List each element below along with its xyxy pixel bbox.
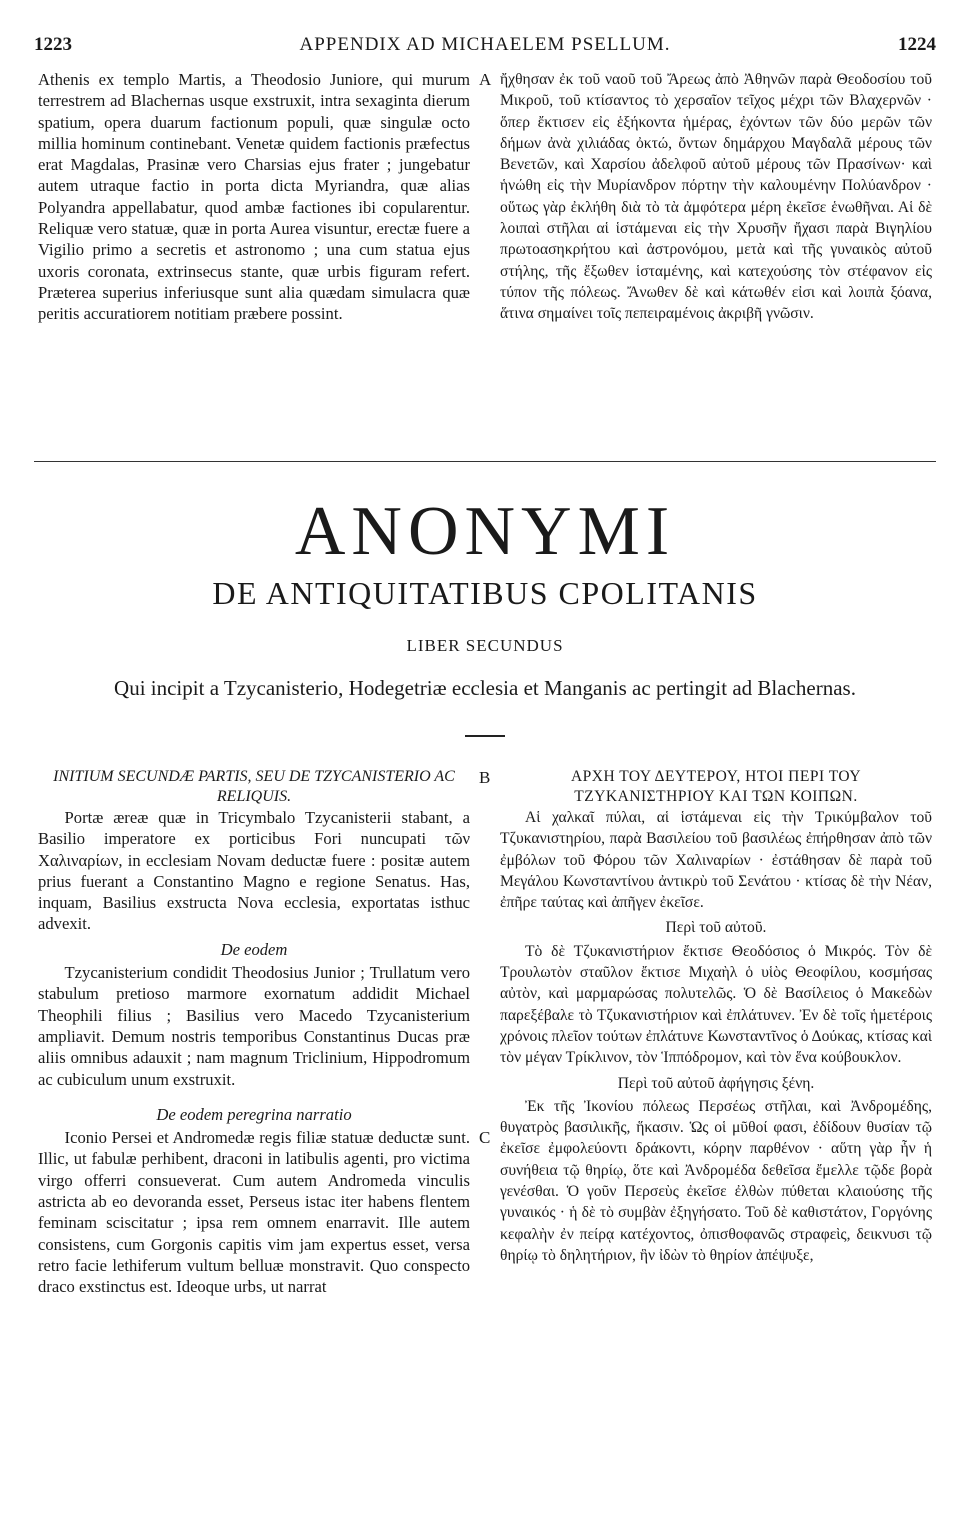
greek-paragraph-1: Αἱ χαλκαῖ πύλαι, αἱ ἱστάμεναι εἰς τὴν Τρικύμβαλον τοῦ Τζυκανιστηρίου, παρὰ Βασιλείου τοῦ βασιλέως ἐπήρθησαν ἀπὸ τῶν ἐμβόλων τοῦ Φόρου τῶν Χαλιναρίων · ἐστάθησαν δὲ παρὰ τοῦ Μεγάλου Κωνσταντίνου ἀντικρὺ τοῦ Σενάτου · κτίσας δὲ τὴν Νέαν, ἐπῆρε ταύτας καὶ ἀπῆγεν ἐκεῖσε.: [500, 809, 932, 912]
top-greek-text: ἤχθησαν ἐκ τοῦ ναοῦ τοῦ Ἄρεως ἀπὸ Ἀθηνῶν παρὰ Θεοδοσίου τοῦ Μικροῦ, τοῦ κτίσαντος τὸ χερσαῖον τεῖχος μέχρι τῶν Βλαχερνῶν · ὅπερ ἔκτισεν εἰς ἑξήκοντα ἡμέρας, ἐχόντων τῶν δύο μερῶν τῶν δήμων ἀνὰ χιλιάδας ὀκτώ, ὄντων δημάρχου Μαγδαλᾶ μέρους τῶν Βενετῶν, καὶ Χαρσίου ἀδελφοῦ αὐτοῦ μέρους τῶν Πρασίνων· καὶ ἡνώθη εἰς τὴν Μυρίανδρον πόρτην τὴν καλουμένην Πολύανδρον · οὕτως γὰρ ἐκλήθη διὰ τὸ τὰ ἀμφότερα μέρη ἐκεῖσε ἑνωθῆναι. Αἱ δὲ λοιπαὶ στῆλαι αἱ ἱστάμεναι εἰς τὴν Χρυσῆν ἤχασι παρὰ Βιγηλίου πρωτοασηκρήτου καὶ ἀστρονόμου, μετὰ καὶ τῆς γυναικὸς αὐτοῦ στήλης, τῆς ἔξωθεν ἱσταμένης, καὶ κατεχούσης τὸν στέφανον εἰς τύπον τῆς πόλεως. Ἄνωθεν δὲ καὶ κάτωθέν εἰσι καὶ λοιπὰ ξόανα, ἅτινα σημαίνει τοῖς πεπειραμένοις ἀκριβῆ γνῶσιν.: [500, 71, 932, 323]
page-number-right: 1224: [898, 34, 936, 55]
latin-section-heading: INITIUM SECUNDÆ PARTIS, SEU DE TZYCANISTERIO AC RELIQUIS.: [53, 768, 455, 805]
latin-paragraph-3: Iconio Persei et Andromedæ regis filiæ statuæ deductæ sunt. Illic, ut fabulæ perhibent, draconi in latibulis agenti, pro victima virgo offerri consueverat. Cum autem Andromeda vinculis astricta ab eo devoranda esset, Perseus istac iter habens flentem feminam sciscitatur ; ipsa rem omnem enarravit. Ille autem consistens, cum Gorgonis capitis vim jam expertus esset, versa retro facie lethiferum vultum belluæ monstravit. Quo conspecto draco exstinctus est. Ideoque urbs, ut narrat: [38, 1128, 470, 1297]
running-title: APPENDIX AD MICHAELEM PSELLUM.: [299, 34, 671, 55]
latin-paragraph-2: Tzycanisterium condidit Theodosius Junior ; Trullatum vero stabulum pretioso marmore exornatum addidit Michael Theophili filius ; Basilius vero Macedo Tzycanisterium ampliavit. Demum nostris temporibus Constantinus Ducas præ aliis omnibus adauxit ; nam magnum Triclinium, Hippodromum ac cubiculum unum exstruxit.: [38, 963, 470, 1089]
section-rule: [34, 461, 936, 462]
latin-subheading-2: De eodem: [220, 939, 288, 959]
work-title: ANONYMI: [294, 493, 676, 570]
book-label: LIBER SECUNDUS: [406, 636, 564, 655]
column-marker-a: A: [479, 70, 492, 89]
work-subtitle: DE ANTIQUITATIBUS CPOLITANIS: [212, 575, 758, 611]
latin-paragraph-1: Portæ æreæ quæ in Tricymbalo Tzycanisterii stabant, a Basilio imperatore ex porticibus Fori nuncupati τῶν Χαλιναρίων, in ecclesiam Novam deductæ fuere : positæ autem prius fuerant a Constantino Magno e regione Senatus. Has, inquam, Basilius exstructa Nova ecclesia, exportatas isthuc advexit.: [38, 808, 470, 934]
latin-subheading-3: De eodem peregrina narratio: [156, 1104, 352, 1124]
column-marker-b: B: [479, 768, 491, 787]
top-latin-column: [38, 69, 470, 325]
short-divider: [465, 735, 505, 737]
top-greek-column: [500, 69, 932, 325]
top-latin-text: Athenis ex templo Martis, a Theodosio Juniore, qui murum terrestrem ad Blachernas usque exstruxit, intra sexaginta dierum spatium, opera duarum factionum populi, quæ singulæ octo millia hominum continebant. Venetæ quidem factionis præfectus erat Magdalas, Prasinæ vero Charsias ejus frater ; jungebatur autem utraque factio in porta dicta Myriandra, quæ alias Polyandra appellabatur, quod ambæ factiones ibi copularentur. Reliquæ vero statuæ, quæ in porta Aurea visuntur, erectæ fuere a Vigilio primo a secretis et astronomo ; una cum statua ejus uxoris coronata, extrinsecus stante, quæ urbis figuram refert. Præterea superius inferiusque sunt alia quædam simulacra quæ peritis accuratiorem notitiam præbere possint.: [38, 70, 470, 324]
bottom-latin-column: [38, 767, 470, 1298]
greek-paragraph-2: Τὸ δὲ Τζυκανιστήριον ἔκτισε Θεοδόσιος ὁ Μικρός. Τὸν δὲ Τρουλωτὸν σταῦλον ἔκτισε Μιχαὴλ ὁ υἱὸς Θεοφίλου, κοσμήσας αὐτὸν, καὶ μαρμαρώσας πολυτελῶς. Ὁ δὲ Βασίλειος ὁ Μακεδὼν παρεξέβαλε τὸ Τζυκανιστήριον καὶ ἐπλάτυνεν. Ἐν δὲ τοῖς ἡμετέροις χρόνοις πλεῖον τούτων ἐπλάτυνε Κωνσταντῖνος ὁ Δούκας, κτίσας καὶ τὸν μέγαν Τρίκλινον, τὸν Ἱππόδρομον, καὶ τὸν ἕνα κούβουκλον.: [500, 942, 933, 1067]
running-header: [34, 34, 936, 62]
greek-subheading-3: Περὶ τοῦ αὐτοῦ ἀφήγησις ξένη.: [617, 1074, 815, 1092]
greek-section-heading: ΑΡΧΗ ΤΟΥ ΔΕΥΤΕΡΟΥ, ΗΤΟΙ ΠΕΡΙ ΤΟΥ ΤΖΥΚΑΝΙΣΤΗΡΙΟΥ ΚΑΙ ΤΩΝ ΚΟΙΠΩΝ.: [570, 768, 862, 805]
incipit-line: Qui incipit a Tzycanisterio, Hodegetriæ ecclesia et Manganis ac pertingit ad Blachernas.: [114, 676, 856, 700]
greek-paragraph-3: Ἐκ τῆς Ἰκονίου πόλεως Περσέως στῆλαι, καὶ Ἀνδρομέδης, θυγατρὸς βασιλικῆς, ἥκασιν. Ὡς οἱ μῦθοί φασι, ἐδίδουν θυσίαν τῷ ἐκεῖσε ἐμφολεύοντι δράκοντι, κόρην παρθένον · αὕτη γὰρ ἦν ἡ συνήθεια τῷ θηρίῳ, ὅτε καὶ Ἀνδρομέδα δεθεῖσα ἔμελλε τῷδε βορὰ γενέσθαι. Ὁ γοῦν Περσεὺς ἐκεῖσε ἐλθὼν πύθεται κλαιούσης τῆς γυναικός · ἡ δὲ τὸ συμβὰν ἐξηγήσατο. Τοῦ δὲ καθιστάτον, Γοργόνης κεφαλὴν ἐν πείρᾳ κατέχοντος, ὀπισθοφανῶς στραφεὶς, δεικνυσι τῷ θηρίῳ τὸ δηλητήριον, ἣν ἰδὼν τὸ θηρίον ἀπέψυξε,: [500, 1097, 932, 1264]
column-marker-c: C: [479, 1128, 491, 1147]
bottom-greek-column: [500, 767, 932, 1266]
greek-subheading-2: Περὶ τοῦ αὐτοῦ.: [665, 919, 767, 937]
page-number-left: 1223: [34, 34, 72, 55]
